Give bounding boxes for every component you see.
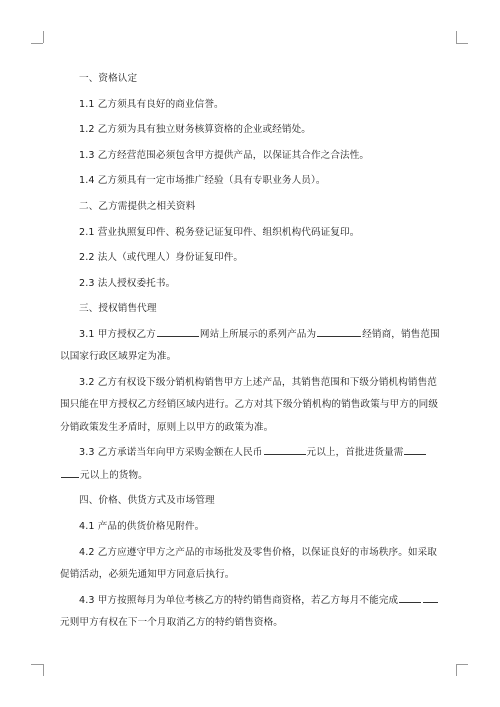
clause-3-3-part-a: 3.3 乙方承诺当年向甲方采购金额在人民币: [79, 447, 263, 459]
section-heading-4: 四、价格、供货方式及市场管理: [79, 495, 215, 507]
clause-2-3: 2.3 法人授权委托书。: [79, 277, 176, 289]
clause-2-1: 2.1 营业执照复印件、税务登记证复印件、组织机构代码证复印。: [79, 226, 360, 238]
blank-line: [157, 335, 199, 337]
clause-4-3: [60, 590, 440, 635]
blank-line: [399, 601, 421, 603]
clause-3-2: 3.2 乙方有权设下级分销机构销售甲方上述产品，其销售范围和下级分销机构销售范围只能在甲方授权乙方经销区域内进行。乙方对其下级分销机构的销售政策与甲方的同级分销政策发生矛盾时，原则上以甲方的政策为准。: [60, 376, 439, 433]
section-heading-1: 一、资格认定: [79, 73, 138, 84]
clause-3-3-part-c: 元以上的货物。: [80, 469, 148, 481]
clause-4-3-part-b: 元则甲方有权在下一个月取消乙方的特约销售资格。: [60, 616, 283, 628]
clause-4-1: 4.1 产品的供货价格见附件。: [79, 520, 205, 532]
blank-line: [264, 453, 306, 455]
section-heading-2: 二、乙方需提供之相关资料: [79, 200, 196, 212]
clause-3-1: [60, 324, 440, 369]
clause-4-3-part-a: 4.3 甲方按照每月为单位考核乙方的特约销售商资格，若乙方每月不能完成: [79, 594, 399, 606]
blank-line: [61, 476, 79, 478]
clause-3-3: [60, 442, 440, 487]
clause-3-1-part-a: 3.1 甲方授权乙方: [79, 328, 156, 340]
clause-1-1: 1.1 乙方须具有良好的商业信誉。: [79, 98, 224, 110]
section-heading-3: 三、授权销售代理: [79, 303, 157, 315]
blank-line: [317, 335, 361, 337]
clause-3-3-part-b: 元以上，首批进货量需: [306, 447, 404, 459]
document-body: [60, 68, 440, 638]
blank-line: [423, 601, 438, 603]
clause-1-4: 1.4 乙方须具有一定市场推广经验（具有专职业务人员）。: [79, 175, 326, 187]
clause-1-3: 1.3 乙方经营范围必须包含甲方提供产品，以保证其合作之合法性。: [79, 149, 370, 161]
clause-2-2: 2.2 法人（或代理人）身份证复印件。: [79, 252, 244, 264]
clause-1-2: 1.2 乙方须为具有独立财务核算资格的企业或经销处。: [79, 124, 311, 136]
clause-3-1-part-b: 网站上所展示的系列产品为: [199, 328, 317, 340]
clause-4-2: 4.2 乙方应遵守甲方之产品的市场批发及零售价格，以保证良好的市场秩序。如采取促销活动，必须先通知甲方同意后执行。: [60, 546, 437, 580]
blank-line: [404, 453, 426, 455]
clause-3-1-part-c: 经销商，销售范围以国家行政区域界定为准。: [60, 328, 440, 363]
